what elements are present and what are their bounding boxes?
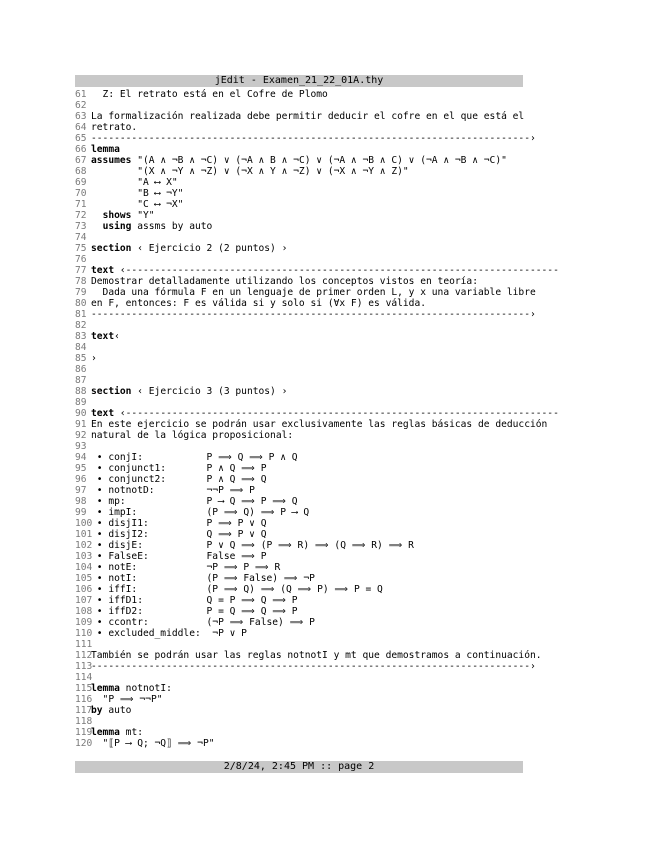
code-line <box>75 408 559 419</box>
line-text <box>91 606 298 617</box>
line-number: 95 <box>75 463 87 474</box>
code-line <box>75 716 525 727</box>
line-text <box>91 628 247 639</box>
code-line <box>75 122 525 133</box>
code-line <box>75 243 525 254</box>
line-content: • notI: (P ⟹ False) ⟹ ¬P <box>91 573 315 584</box>
code-line <box>75 595 525 606</box>
code-line <box>75 573 525 584</box>
line-content: "P ⟹ ¬¬P" <box>91 694 163 705</box>
line-text <box>91 518 266 529</box>
line-number: 73 <box>75 221 87 232</box>
line-number: 88 <box>75 386 87 397</box>
line-number: 97 <box>75 485 87 496</box>
line-number: 116 <box>75 694 93 705</box>
code-line <box>75 441 525 452</box>
keyword: section <box>91 243 132 254</box>
line-number: 81 <box>75 309 87 320</box>
line-text <box>91 419 547 430</box>
line-text <box>91 188 183 199</box>
line-number: 96 <box>75 474 87 485</box>
line-content: Demostrar detalladamente utilizando los conceptos vistos en teoría: <box>91 276 478 287</box>
indent <box>91 210 103 221</box>
line-number: 104 <box>75 562 93 573</box>
code-line <box>75 276 525 287</box>
code-line <box>75 683 525 694</box>
line-text <box>91 727 143 738</box>
code-line <box>75 265 559 276</box>
line-text <box>91 243 287 254</box>
line-text <box>91 221 212 232</box>
line-text <box>91 122 137 133</box>
line-text <box>91 562 280 573</box>
keyword: by <box>91 705 103 716</box>
line-text <box>91 408 559 419</box>
line-content: • notnotD: ¬¬P ⟹ P <box>91 485 255 496</box>
line-content: "C ⟷ ¬X" <box>91 199 184 210</box>
line-content: ----------------------------------------------------------------------------› <box>91 309 536 320</box>
line-number: 119 <box>75 727 93 738</box>
code-line <box>75 298 525 309</box>
code-line <box>75 309 536 320</box>
line-content: • disjE: P ∨ Q ⟹ (P ⟹ R) ⟹ (Q ⟹ R) ⟹ R <box>91 540 414 551</box>
line-content: La formalización realizada debe permitir deducir el cofre en el que está el <box>91 111 525 122</box>
line-number: 82 <box>75 320 87 331</box>
line-content: "⟦P ⟶ Q; ¬Q⟧ ⟹ ¬P" <box>91 738 215 749</box>
code-line <box>75 353 525 364</box>
line-text <box>91 738 215 749</box>
line-content: ‹ Ejercicio 3 (3 puntos) › <box>131 386 288 397</box>
line-content: • ccontr: (¬P ⟹ False) ⟹ P <box>91 617 315 628</box>
code-line <box>75 551 525 562</box>
line-number: 110 <box>75 628 93 639</box>
line-content: mt: <box>119 727 143 738</box>
line-text <box>91 287 536 298</box>
line-number: 63 <box>75 111 87 122</box>
line-number: 72 <box>75 210 87 221</box>
code-line <box>75 419 548 430</box>
line-text <box>91 309 536 320</box>
line-text <box>91 331 120 342</box>
line-number: 115 <box>75 683 93 694</box>
code-line <box>75 661 536 672</box>
code-line <box>75 397 525 408</box>
code-line <box>75 100 525 111</box>
line-text <box>91 694 163 705</box>
line-content: Z: El retrato está en el Cofre de Plomo <box>91 89 328 100</box>
code-line <box>75 694 525 705</box>
line-content: ‹--------------------------------------------------------------------------- <box>114 408 559 419</box>
line-number: 68 <box>75 166 87 177</box>
code-line <box>75 738 525 749</box>
code-line <box>75 177 525 188</box>
code-line <box>75 155 525 166</box>
line-number: 71 <box>75 199 87 210</box>
line-number: 118 <box>75 716 93 727</box>
line-content: natural de la lógica proposicional: <box>91 430 294 441</box>
line-text <box>91 265 559 276</box>
line-content: ----------------------------------------------------------------------------› <box>91 133 536 144</box>
line-text <box>91 166 409 177</box>
line-text <box>91 452 298 463</box>
code-line <box>75 727 525 738</box>
line-text <box>91 386 287 397</box>
line-text <box>91 133 536 144</box>
code-line <box>75 606 525 617</box>
line-number: 105 <box>75 573 93 584</box>
indent <box>91 221 103 232</box>
line-content: • conjunct1: P ∧ Q ⟹ P <box>91 463 267 474</box>
line-content: assms by auto <box>131 221 213 232</box>
code-line <box>75 452 525 463</box>
line-number: 90 <box>75 408 87 419</box>
line-content: • iffI: (P ⟹ Q) ⟹ (Q ⟹ P) ⟹ P = Q <box>91 584 383 595</box>
code-line <box>75 221 525 232</box>
code-line <box>75 166 525 177</box>
line-content: • FalseE: False ⟹ P <box>91 551 267 562</box>
code-line <box>75 254 525 265</box>
line-number: 66 <box>75 144 87 155</box>
line-number: 85 <box>75 353 87 364</box>
line-content: • conjunct2: P ∧ Q ⟹ Q <box>91 474 267 485</box>
code-line <box>75 474 525 485</box>
line-text <box>91 705 131 716</box>
line-number: 87 <box>75 375 87 386</box>
line-text <box>91 144 120 155</box>
line-text <box>91 573 315 584</box>
line-text <box>91 89 328 100</box>
line-content: retrato. <box>91 122 138 133</box>
line-number: 75 <box>75 243 87 254</box>
code-line <box>75 210 525 221</box>
line-number: 92 <box>75 430 87 441</box>
line-content: "Y" <box>131 210 155 221</box>
line-content: También se podrán usar las reglas notnotI y mt que demostramos a continuación. <box>91 650 542 661</box>
line-content: • conjI: P ⟹ Q ⟹ P ∧ Q <box>91 452 298 463</box>
code-line <box>75 320 525 331</box>
code-line <box>75 232 525 243</box>
line-number: 107 <box>75 595 93 606</box>
keyword: section <box>91 386 132 397</box>
line-number: 91 <box>75 419 87 430</box>
line-number: 78 <box>75 276 87 287</box>
line-text <box>91 551 266 562</box>
code-line <box>75 386 525 397</box>
line-content: › <box>91 353 97 364</box>
line-number: 113 <box>75 661 93 672</box>
line-number: 61 <box>75 89 87 100</box>
keyword: lemma <box>91 144 120 155</box>
code-line <box>75 89 525 100</box>
line-number: 70 <box>75 188 87 199</box>
line-number: 84 <box>75 342 87 353</box>
line-text <box>91 463 266 474</box>
line-text <box>91 507 309 518</box>
keyword: using <box>102 221 132 232</box>
keyword: text <box>91 331 115 342</box>
code-line <box>75 617 525 628</box>
line-text <box>91 155 507 166</box>
keyword: shows <box>102 210 132 221</box>
line-content: Dada una fórmula F en un lenguaje de primer orden L, y x una variable libre <box>91 287 536 298</box>
line-number: 89 <box>75 397 87 408</box>
code-line <box>75 650 542 661</box>
print-header: jEdit - Examen_21_22_01A.thy <box>75 75 523 87</box>
line-content: • notE: ¬P ⟹ P ⟹ R <box>91 562 281 573</box>
code-line <box>75 331 525 342</box>
line-text <box>91 496 298 507</box>
line-number: 94 <box>75 452 87 463</box>
keyword: lemma <box>91 683 120 694</box>
code-line <box>75 639 525 650</box>
code-line <box>75 518 525 529</box>
line-text <box>91 276 478 287</box>
code-line <box>75 287 536 298</box>
line-text <box>91 595 298 606</box>
line-text <box>91 430 293 441</box>
line-number: 114 <box>75 672 93 683</box>
line-content: ----------------------------------------------------------------------------› <box>91 661 536 672</box>
line-number: 80 <box>75 298 87 309</box>
line-number: 120 <box>75 738 93 749</box>
line-text <box>91 353 97 364</box>
line-content: "A ⟷ X" <box>91 177 178 188</box>
line-number: 108 <box>75 606 93 617</box>
line-number: 65 <box>75 133 87 144</box>
keyword: assumes <box>91 155 132 166</box>
code-line <box>75 199 525 210</box>
code-line <box>75 463 525 474</box>
line-text <box>91 485 255 496</box>
print-footer: 2/8/24, 2:45 PM :: page 2 <box>75 761 523 773</box>
line-number: 67 <box>75 155 87 166</box>
line-number: 101 <box>75 529 93 540</box>
code-line <box>75 188 525 199</box>
line-number: 83 <box>75 331 87 342</box>
line-content: notnotI: <box>119 683 172 694</box>
code-line <box>75 111 525 122</box>
code-line <box>75 496 525 507</box>
code-line <box>75 144 525 155</box>
line-text <box>91 661 536 672</box>
line-number: 111 <box>75 639 93 650</box>
code-line <box>75 584 525 595</box>
line-content: • excluded_middle: ¬P ∨ P <box>91 628 247 639</box>
code-listing <box>75 89 559 749</box>
line-number: 103 <box>75 551 93 562</box>
line-text <box>91 650 542 661</box>
line-number: 106 <box>75 584 93 595</box>
line-text <box>91 683 172 694</box>
code-line <box>75 540 525 551</box>
code-line <box>75 705 525 716</box>
code-line <box>75 628 525 639</box>
line-content: • mp: P ⟶ Q ⟹ P ⟹ Q <box>91 496 298 507</box>
line-content: • disjI1: P ⟹ P ∨ Q <box>91 518 267 529</box>
code-line <box>75 364 525 375</box>
code-line <box>75 375 525 386</box>
code-line <box>75 562 525 573</box>
line-number: 86 <box>75 364 87 375</box>
line-content: ‹ <box>114 331 120 342</box>
line-text <box>91 210 155 221</box>
line-text <box>91 540 414 551</box>
line-number: 69 <box>75 177 87 188</box>
line-number: 117 <box>75 705 93 716</box>
line-text <box>91 199 183 210</box>
line-number: 79 <box>75 287 87 298</box>
line-content: • iffD2: P = Q ⟹ Q ⟹ P <box>91 606 298 617</box>
keyword: lemma <box>91 727 120 738</box>
line-text <box>91 298 426 309</box>
line-content: "B ⟷ ¬Y" <box>91 188 184 199</box>
line-content: En este ejercicio se podrán usar exclusivamente las reglas básicas de deducción <box>91 419 548 430</box>
code-line <box>75 133 536 144</box>
line-number: 77 <box>75 265 87 276</box>
line-number: 74 <box>75 232 87 243</box>
line-text <box>91 584 383 595</box>
line-number: 112 <box>75 650 93 661</box>
line-number: 109 <box>75 617 93 628</box>
line-content: ‹--------------------------------------------------------------------------- <box>114 265 559 276</box>
line-number: 64 <box>75 122 87 133</box>
line-content: en F, entonces: F es válida si y solo si (∀x F) es válida. <box>91 298 427 309</box>
line-number: 93 <box>75 441 87 452</box>
line-number: 76 <box>75 254 87 265</box>
code-line <box>75 342 525 353</box>
keyword: text <box>91 408 115 419</box>
line-number: 99 <box>75 507 87 518</box>
line-text <box>91 177 178 188</box>
line-text <box>91 111 524 122</box>
line-number: 100 <box>75 518 93 529</box>
line-number: 62 <box>75 100 87 111</box>
line-number: 102 <box>75 540 93 551</box>
code-line <box>75 672 525 683</box>
line-content: • impI: (P ⟹ Q) ⟹ P ⟶ Q <box>91 507 310 518</box>
line-text <box>91 529 266 540</box>
line-text <box>91 617 315 628</box>
line-content: "(X ∧ ¬Y ∧ ¬Z) ∨ (¬X ∧ Y ∧ ¬Z) ∨ (¬X ∧ ¬Y ∧ Z)" <box>91 166 409 177</box>
line-content: • disjI2: Q ⟹ P ∨ Q <box>91 529 267 540</box>
line-content: ‹ Ejercicio 2 (2 puntos) › <box>131 243 288 254</box>
code-line <box>75 529 525 540</box>
line-content: "(A ∧ ¬B ∧ ¬C) ∨ (¬A ∧ B ∧ ¬C) ∨ (¬A ∧ ¬B ∧ C) ∨ (¬A ∧ ¬B ∧ ¬C)" <box>131 155 507 166</box>
keyword: text <box>91 265 115 276</box>
code-line <box>75 485 525 496</box>
line-content: • iffD1: Q = P ⟹ Q ⟹ P <box>91 595 298 606</box>
line-number: 98 <box>75 496 87 507</box>
line-content: auto <box>102 705 132 716</box>
code-line <box>75 507 525 518</box>
code-line <box>75 430 525 441</box>
line-text <box>91 474 266 485</box>
